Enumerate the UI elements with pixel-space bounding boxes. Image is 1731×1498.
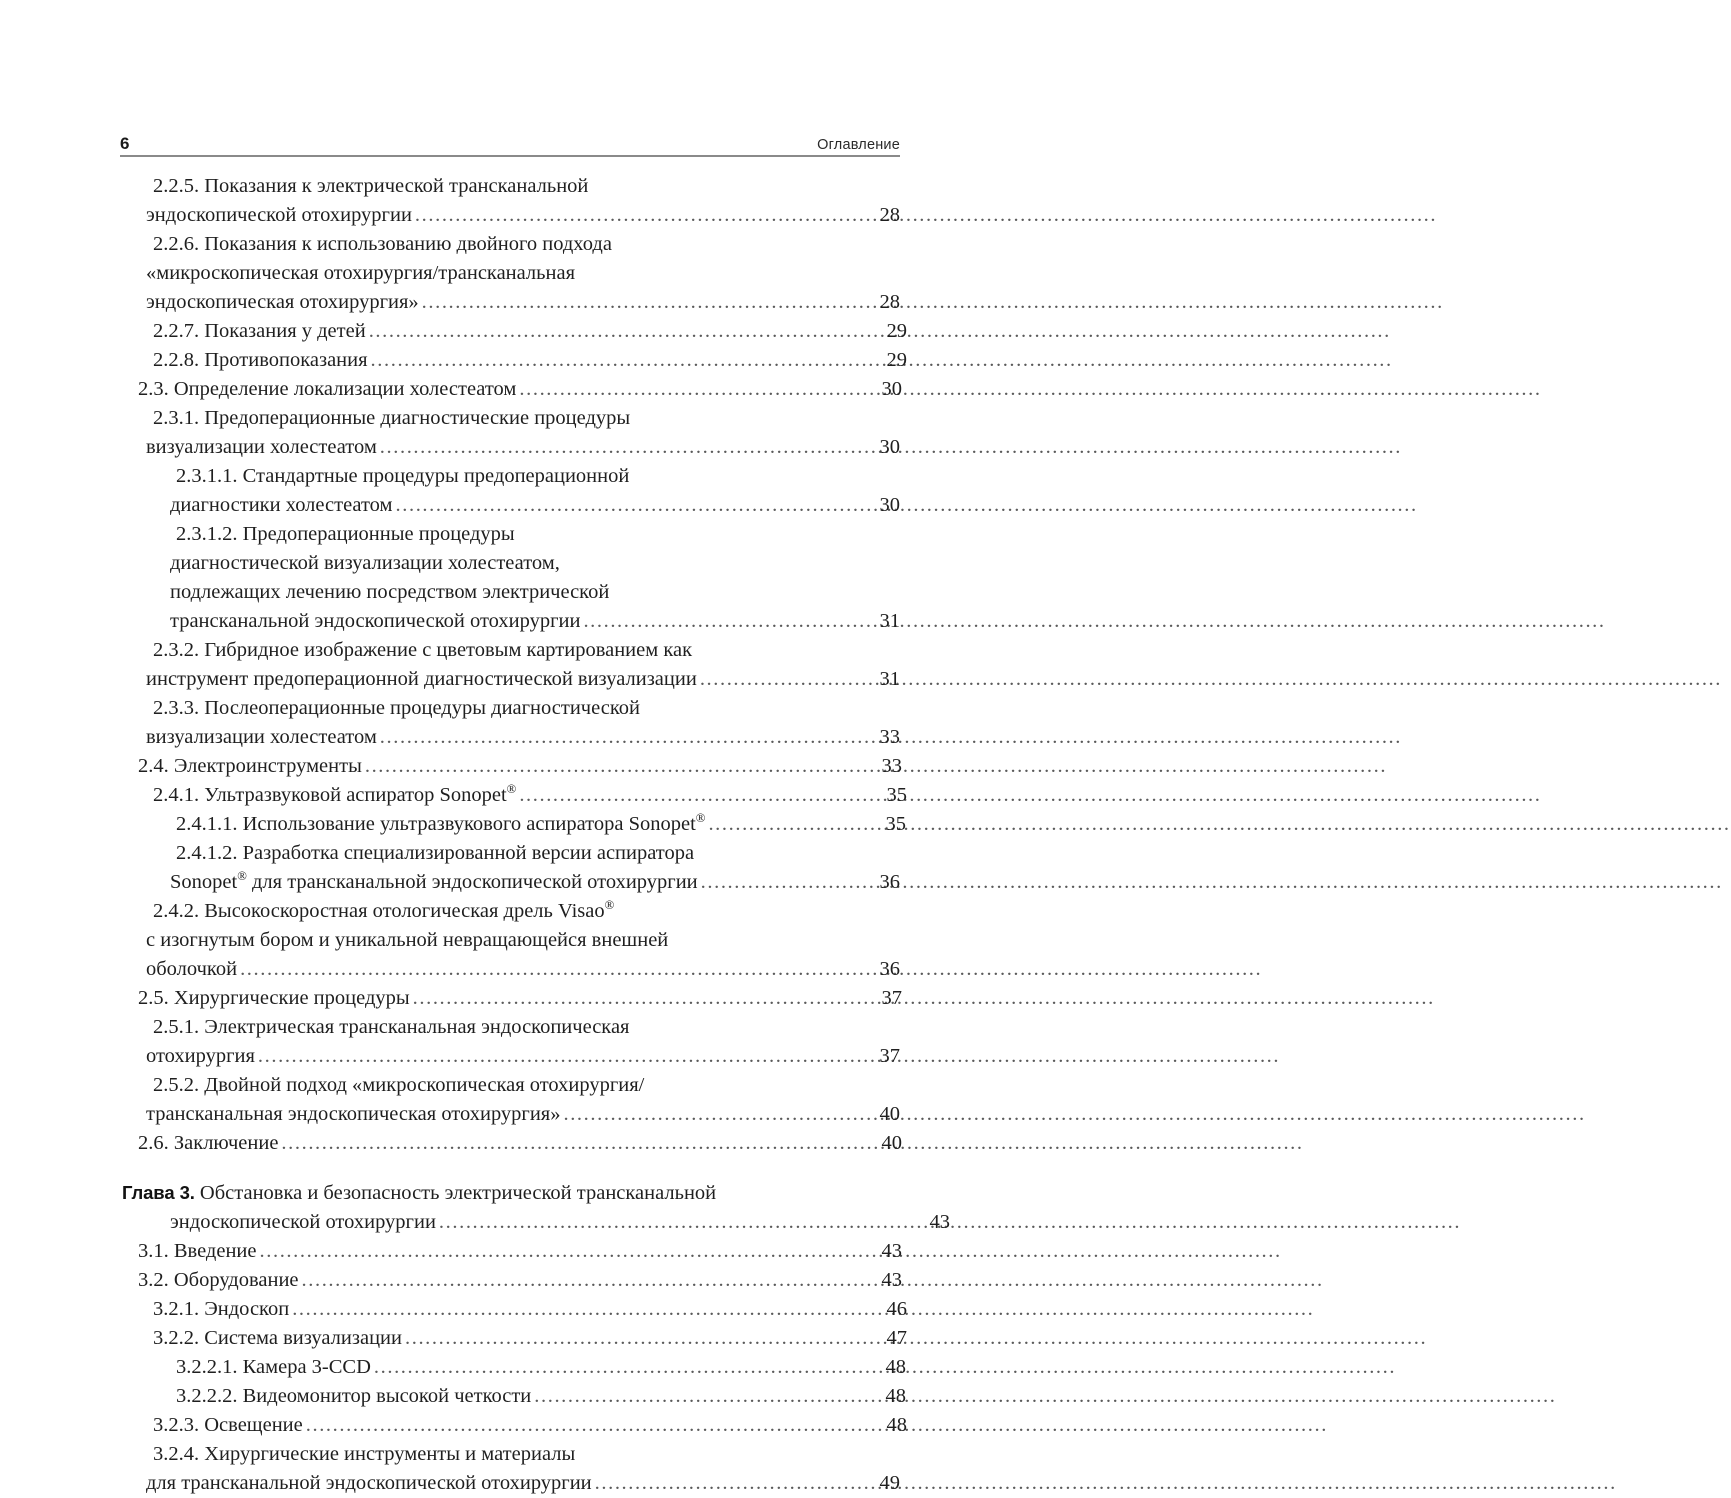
- toc-entry-leader-row: [146, 665, 900, 694]
- toc-entry[interactable]: [120, 1013, 900, 1071]
- toc-entry-text-line: 2.5.2. Двойной подход «микроскопическая отохирургия/: [153, 1074, 645, 1096]
- toc-entry-leader-row: [146, 955, 900, 984]
- toc-dot-leader: [380, 723, 872, 752]
- toc-chapter-entry[interactable]: [120, 1178, 950, 1237]
- toc-entry[interactable]: [120, 230, 900, 317]
- toc-dot-leader: [369, 317, 879, 346]
- toc-entry-lines: [120, 839, 900, 897]
- toc-entry-text-line: с изогнутым бором и уникальной невращающейся внешней: [146, 929, 669, 951]
- toc-dot-leader: [281, 1129, 874, 1158]
- toc-dot-leader: [396, 491, 872, 520]
- toc-entry-lines: [120, 1440, 900, 1498]
- toc-entry-leader-row: [146, 1469, 900, 1498]
- toc-entry-leader-row: [138, 1129, 902, 1158]
- toc-dot-leader: [380, 433, 872, 462]
- toc-entry-lines: [120, 230, 900, 317]
- toc-entry-leader-row: [146, 288, 900, 317]
- toc-entry-title: трансканальной эндоскопической отохирургии: [170, 610, 581, 632]
- toc-entry[interactable]: [120, 317, 907, 346]
- toc-page-number[interactable]: 33: [879, 726, 900, 748]
- toc-page-number[interactable]: 43: [929, 1211, 950, 1233]
- toc-entry-lines: [120, 636, 900, 694]
- toc-page-number[interactable]: 29: [886, 349, 907, 371]
- toc-entry-title: 2.4.1. Ультразвуковой аспиратор Sonopet®: [153, 782, 517, 806]
- toc-dot-leader: [374, 1353, 878, 1382]
- toc-entry-title: оболочкой: [146, 958, 238, 980]
- table-of-contents: [120, 172, 950, 1498]
- toc-dot-leader: [413, 984, 874, 1013]
- toc-page-number[interactable]: 48: [885, 1385, 906, 1407]
- toc-entry-title: трансканальная эндоскопическая отохирургия»: [146, 1103, 561, 1125]
- toc-page-number[interactable]: 40: [881, 1132, 902, 1154]
- toc-entry-lines: [120, 172, 900, 230]
- toc-dot-leader: [563, 1100, 872, 1129]
- toc-entry-lines: [120, 1353, 906, 1382]
- toc-entry-title: эндоскопическая отохирургия»: [146, 291, 419, 313]
- toc-chapter-label: Глава 3.: [122, 1182, 195, 1203]
- toc-dot-leader: [365, 752, 874, 781]
- toc-entry[interactable]: [120, 520, 900, 636]
- toc-entry-lines: [120, 1129, 900, 1158]
- toc-page-number[interactable]: 36: [879, 871, 900, 893]
- toc-entry-title: 3.2.2. Система визуализации: [153, 1327, 402, 1349]
- toc-page-number[interactable]: 48: [886, 1414, 907, 1436]
- toc-entry-lines: [120, 1071, 900, 1129]
- toc-entry-text-line: диагностической визуализации холестеатом,: [170, 552, 560, 574]
- toc-entry-lines: [120, 1013, 900, 1071]
- toc-entry-text-line: «микроскопическая отохирургия/трансканальная: [146, 262, 576, 284]
- toc-entry-text-line: 2.4.2. Высокоскоростная отологическая дрель Visao®: [153, 898, 615, 922]
- toc-entry-title: для трансканальной эндоскопической отохирургии: [146, 1472, 592, 1494]
- toc-entry-title: инструмент предоперационной диагностической визуализации: [146, 668, 697, 690]
- toc-entry-text-line: подлежащих лечению посредством электрической: [170, 581, 610, 603]
- toc-page-number[interactable]: 30: [879, 436, 900, 458]
- toc-dot-leader: [415, 201, 872, 230]
- toc-page-number[interactable]: 36: [879, 958, 900, 980]
- toc-entry-text-line: 2.2.6. Показания к использованию двойного подхода: [153, 233, 612, 255]
- toc-entry-lines: [120, 781, 907, 810]
- toc-entry[interactable]: [120, 1071, 900, 1129]
- toc-entry[interactable]: [120, 404, 900, 462]
- toc-dot-leader: [439, 1208, 922, 1237]
- toc-page-number[interactable]: 31: [879, 610, 900, 632]
- toc-page-number[interactable]: 29: [886, 320, 907, 342]
- toc-dot-leader: [260, 1237, 874, 1266]
- toc-entry-text-line: 2.3.1.2. Предоперационные процедуры: [176, 523, 515, 545]
- toc-entry-title: Sonopet® для трансканальной эндоскопической отохирургии: [170, 869, 698, 893]
- toc-page-number[interactable]: 31: [879, 668, 900, 690]
- toc-entry-text-line: 2.3.3. Послеоперационные процедуры диагностической: [153, 697, 640, 719]
- toc-page-number[interactable]: 37: [879, 1045, 900, 1067]
- toc-entry-leader-row: [153, 1411, 907, 1440]
- toc-page-number[interactable]: 28: [879, 204, 900, 226]
- toc-page-number[interactable]: 48: [885, 1356, 906, 1378]
- toc-entry-text-line: 3.2.4. Хирургические инструменты и материалы: [153, 1443, 576, 1465]
- toc-page-number[interactable]: 35: [885, 813, 906, 835]
- toc-page-number[interactable]: 30: [881, 378, 902, 400]
- toc-entry[interactable]: [120, 1266, 900, 1295]
- toc-chapter-first-line: [122, 1178, 900, 1208]
- toc-entry[interactable]: [120, 1129, 900, 1158]
- toc-entry-leader-row: [138, 1266, 902, 1295]
- toc-entry-title: визуализации холестеатом: [146, 436, 377, 458]
- toc-entry-title: 2.4. Электроинструменты: [138, 755, 362, 777]
- toc-dot-leader: [583, 607, 872, 636]
- toc-entry-leader-row: [153, 317, 907, 346]
- toc-entry-lines: [120, 1295, 907, 1324]
- toc-chapter-leader-row: [120, 1208, 950, 1237]
- toc-dot-leader: [701, 868, 872, 897]
- toc-entry-title: 3.2. Оборудование: [138, 1269, 299, 1291]
- toc-entry[interactable]: [120, 984, 900, 1013]
- toc-entry-text-line: 2.3.1. Предоперационные диагностические процедуры: [153, 407, 631, 429]
- toc-dot-leader: [405, 1324, 879, 1353]
- toc-entry-leader-row: [176, 1382, 906, 1411]
- toc-entry[interactable]: [120, 1324, 907, 1353]
- toc-entry[interactable]: [120, 839, 900, 897]
- toc-entry-leader-row: [176, 810, 906, 839]
- toc-entry-leader-row: [146, 433, 900, 462]
- toc-page-number[interactable]: 35: [886, 784, 907, 806]
- toc-dot-leader: [519, 375, 874, 404]
- toc-dot-leader: [700, 665, 872, 694]
- toc-entry-title: 2.6. Заключение: [138, 1132, 279, 1154]
- toc-page-number[interactable]: 49: [879, 1472, 900, 1494]
- toc-entry-title: диагностики холестеатом: [170, 494, 393, 516]
- toc-entry-lines: [120, 984, 900, 1013]
- toc-entry-text-line: 2.5.1. Электрическая трансканальная эндоскопическая: [153, 1016, 630, 1038]
- toc-entry-lines: [120, 317, 907, 346]
- toc-page-number[interactable]: 43: [881, 1269, 902, 1291]
- toc-entry-leader-row: [146, 1042, 900, 1071]
- toc-entry-title: 2.2.7. Показания у детей: [153, 320, 366, 342]
- toc-page-number[interactable]: 47: [886, 1327, 907, 1349]
- toc-dot-leader: [258, 1042, 872, 1071]
- toc-entry-leader-row: [138, 984, 902, 1013]
- running-header-title: Оглавление: [817, 136, 900, 153]
- toc-entry[interactable]: [120, 375, 900, 404]
- toc-entry-title: 2.5. Хирургические процедуры: [138, 987, 410, 1009]
- toc-entry-leader-row: [153, 1295, 907, 1324]
- toc-entry-leader-row: [153, 1324, 907, 1353]
- toc-entry[interactable]: [120, 694, 900, 752]
- toc-entry-leader-row: [170, 491, 900, 520]
- toc-entry-lines: [120, 375, 900, 404]
- toc-entry-title: 3.1. Введение: [138, 1240, 257, 1262]
- toc-dot-leader: [708, 810, 878, 839]
- toc-dot-leader: [371, 346, 879, 375]
- toc-chapter-title-rest: эндоскопической отохирургии: [170, 1211, 436, 1233]
- toc-entry-text-line: 2.3.1.1. Стандартные процедуры предоперационной: [176, 465, 630, 487]
- toc-page-number[interactable]: 28: [879, 291, 900, 313]
- toc-page-number[interactable]: 33: [881, 755, 902, 777]
- toc-entry-lines: [120, 346, 907, 375]
- toc-entry-leader-row: [170, 868, 900, 897]
- toc-entry-leader-row: [146, 723, 900, 752]
- toc-entry-lines: [120, 752, 900, 781]
- toc-entry[interactable]: [120, 1295, 907, 1324]
- toc-dot-leader: [534, 1382, 878, 1411]
- toc-entry-lines: [120, 694, 900, 752]
- toc-entry-title: 3.2.2.1. Камера 3-CCD: [176, 1356, 371, 1378]
- toc-entry[interactable]: [120, 1382, 906, 1411]
- toc-dot-leader: [240, 955, 872, 984]
- toc-dot-leader: [306, 1411, 879, 1440]
- toc-entry-lines: [120, 897, 900, 984]
- toc-entry-leader-row: [176, 1353, 906, 1382]
- toc-page-number[interactable]: 43: [881, 1240, 902, 1262]
- header-divider-rule: [120, 155, 900, 157]
- toc-entry-leader-row: [170, 607, 900, 636]
- toc-entry-title: 3.2.3. Освещение: [153, 1414, 303, 1436]
- toc-entry[interactable]: [120, 462, 900, 520]
- toc-entry-lines: [120, 1324, 907, 1353]
- toc-entry[interactable]: [120, 781, 907, 810]
- toc-entry[interactable]: [120, 810, 906, 839]
- toc-entry-leader-row: [146, 201, 900, 230]
- toc-entry[interactable]: [120, 897, 900, 984]
- toc-entry-title: 3.2.2.2. Видеомонитор высокой четкости: [176, 1385, 532, 1407]
- toc-entry-leader-row: [153, 781, 907, 810]
- toc-entry-lines: [120, 810, 906, 839]
- page-folio-number: 6: [120, 134, 130, 153]
- toc-entry-title: визуализации холестеатом: [146, 726, 377, 748]
- toc-entry-title: 2.4.1.1. Использование ультразвукового аспиратора Sonopet®: [176, 811, 706, 835]
- toc-entry-leader-row: [138, 1237, 902, 1266]
- toc-page-number[interactable]: 30: [879, 494, 900, 516]
- toc-entry-lines: [120, 520, 900, 636]
- toc-entry-lines: [120, 1411, 907, 1440]
- toc-dot-leader: [292, 1295, 879, 1324]
- toc-entry[interactable]: [120, 636, 900, 694]
- toc-page-number[interactable]: 46: [886, 1298, 907, 1320]
- toc-entry-leader-row: [146, 1100, 900, 1129]
- toc-dot-leader: [422, 288, 872, 317]
- toc-entry-title: 3.2.1. Эндоскоп: [153, 1298, 290, 1320]
- toc-entry-lines: [120, 1382, 906, 1411]
- toc-chapter-lines: [120, 1178, 950, 1237]
- toc-entry[interactable]: [120, 172, 900, 230]
- toc-entry[interactable]: [120, 346, 907, 375]
- toc-entry-title: отохирургия: [146, 1045, 255, 1067]
- toc-entry-leader-row: [138, 375, 902, 404]
- toc-page-number[interactable]: 37: [881, 987, 902, 1009]
- toc-entry-lines: [120, 1237, 900, 1266]
- toc-entry-title: 2.3. Определение локализации холестеатом: [138, 378, 517, 400]
- toc-entry-text-line: 2.4.1.2. Разработка специализированной версии аспиратора: [176, 842, 695, 864]
- toc-entry-lines: [120, 404, 900, 462]
- toc-entry[interactable]: [120, 1237, 900, 1266]
- toc-dot-leader: [302, 1266, 874, 1295]
- toc-dot-leader: [595, 1469, 872, 1498]
- running-header: [120, 118, 900, 152]
- toc-entry[interactable]: [120, 1353, 906, 1382]
- toc-entry[interactable]: [120, 752, 900, 781]
- toc-entry[interactable]: [120, 1411, 907, 1440]
- toc-entry-lines: [120, 462, 900, 520]
- toc-chapter-title: Обстановка и безопасность электрической трансканальной: [194, 1182, 717, 1204]
- toc-entry[interactable]: [120, 1440, 900, 1498]
- toc-entry-title: эндоскопической отохирургии: [146, 204, 412, 226]
- toc-entry-leader-row: [138, 752, 902, 781]
- toc-entry-title: 2.2.8. Противопоказания: [153, 349, 368, 371]
- toc-entry-text-line: 2.2.5. Показания к электрической трансканальной: [153, 175, 589, 197]
- toc-page-number[interactable]: 40: [879, 1103, 900, 1125]
- toc-entry-leader-row: [153, 346, 907, 375]
- toc-entry-text-line: 2.3.2. Гибридное изображение с цветовым картированием как: [153, 639, 693, 661]
- toc-dot-leader: [519, 781, 879, 810]
- toc-entry-lines: [120, 1266, 900, 1295]
